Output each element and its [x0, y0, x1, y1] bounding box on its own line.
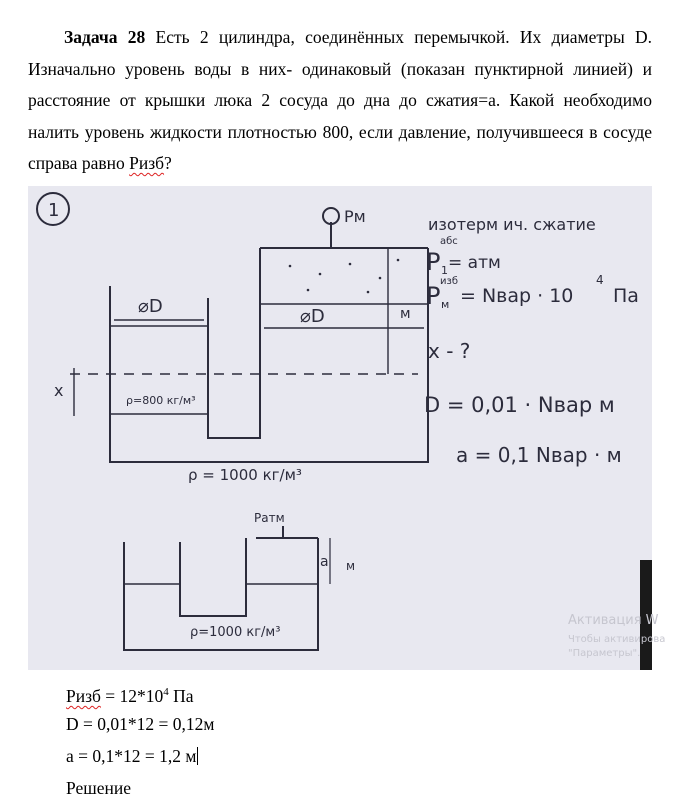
problem-end: ? — [164, 153, 172, 173]
sketch-drawing — [28, 186, 666, 670]
sketch-photo — [28, 186, 666, 670]
m-mark: м — [346, 559, 356, 573]
activation-3: "Параметры". — [568, 648, 641, 659]
problem-text: Есть 2 цилиндра, соединённых перемычкой. Их диаметры D. Изначально уровень воды в них- одинаковый (показан пунктирной линией) и расстояние от крышки люка 2 сосуда до дна до сжатия=а. Какой необходимо налить уровень жидкости плотностью 800, если давление, получившееся в сосуде справа равно — [28, 27, 652, 173]
rho-oil-label: ρ=800 кг/м³ — [126, 394, 196, 407]
abs-sup: абс — [440, 236, 458, 247]
dia-right-label: ⌀D — [300, 306, 325, 327]
given-d: D = 0,01*12 = 0,12м — [66, 714, 215, 734]
pm-sup: изб — [440, 276, 458, 287]
pm-value: = Nвар · 10 — [460, 285, 574, 307]
problem-title: Задача 28 — [64, 27, 146, 47]
rho-water-label: ρ = 1000 кг/м³ — [188, 466, 302, 484]
rho-water-small: ρ=1000 кг/м³ — [190, 625, 281, 640]
solution-heading: Решение — [66, 778, 132, 798]
text-cursor — [197, 747, 198, 765]
pm-unit: Па — [613, 285, 639, 307]
dim-m-label: м — [400, 306, 411, 322]
given-p-exp: 4 — [163, 686, 169, 698]
circled-number: 1 — [48, 200, 60, 221]
given-a — [66, 744, 198, 768]
p1-sub: 1 — [441, 264, 448, 277]
dia-left-label: ⌀D — [138, 296, 163, 317]
pm-label: P — [426, 282, 441, 310]
d-formula: D = 0,01 · Nвар м — [424, 393, 615, 417]
a-formula: a = 0,1 Nвар · м — [456, 443, 622, 467]
p-excess-label: Ризб — [129, 153, 165, 173]
given-p — [66, 680, 194, 708]
activation-2: Чтобы активирова — [568, 634, 666, 645]
problem-statement — [28, 22, 652, 180]
given-p-value: = 12*10 — [100, 685, 164, 706]
dim-x-label: x — [54, 381, 64, 400]
p1-value: = атм — [448, 253, 501, 273]
a-mark: a — [320, 554, 329, 570]
given-a-text: а = 0,1*12 = 1,2 м — [66, 746, 197, 766]
patm-label: Pатм — [254, 511, 285, 525]
isotherm-note: изотерм ич. сжатие — [428, 215, 596, 234]
pm-sub: м — [441, 298, 450, 311]
pm-exp: 4 — [596, 273, 604, 287]
x-question: x - ? — [428, 339, 471, 363]
given-p-label: Ризб — [66, 685, 101, 706]
p1-label: P — [426, 248, 441, 276]
given-p-unit: Па — [168, 685, 194, 706]
activation-1: Активация W — [568, 613, 659, 628]
gauge-label: Pм — [344, 207, 366, 226]
